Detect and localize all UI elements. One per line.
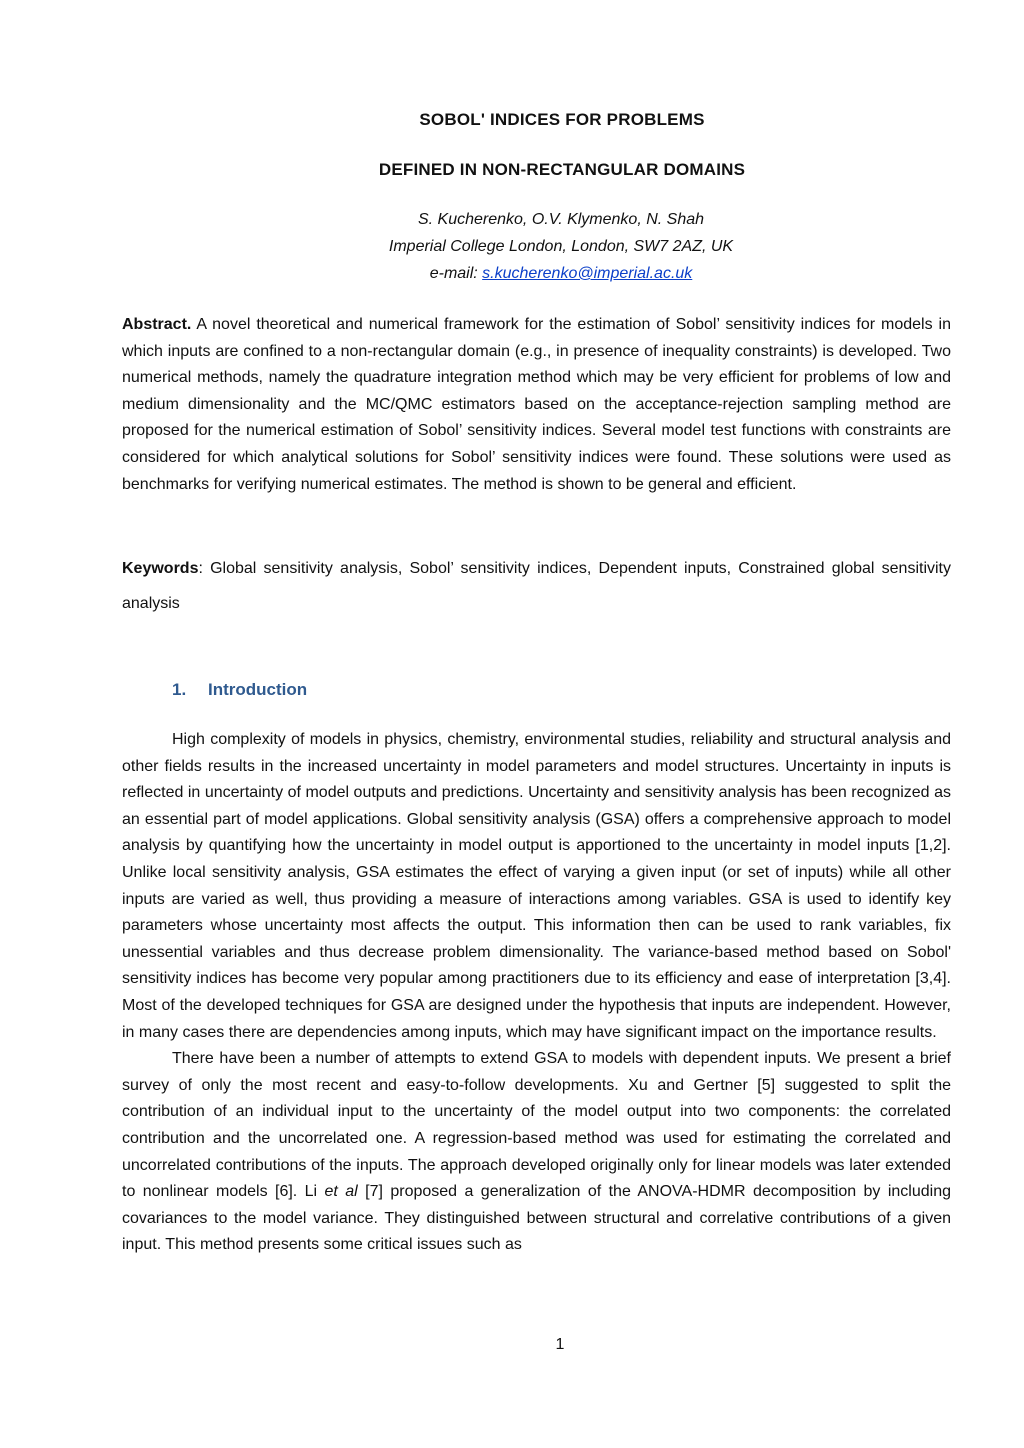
author-affiliation: Imperial College London, London, SW7 2AZ, UK — [388, 238, 734, 255]
paper-title-line-2: DEFINED IN NON-RECTANGULAR DOMAINS — [378, 160, 746, 179]
abstract-label: Abstract. — [122, 316, 192, 333]
section-title: Introduction — [208, 680, 308, 699]
introduction-paragraph-2 — [122, 1046, 951, 1259]
abstract-paragraph — [122, 312, 951, 498]
paragraph-2-text-a: There have been a number of attempts to extend GSA to models with dependent inputs. We present a brief survey of only the most recent and easy-to-follow developments. Xu and Gertner [5] suggested to split the contribution of an individual input to the uncertainty of the model output into two components: the correlated contribution and the uncorrelated one. A regression-based method was used for estimating the correlated and uncorrelated contributions of the inputs. The approach developed originally only for linear models was later extended to nonlinear models [6]. Li — [122, 1050, 951, 1201]
abstract-text: A novel theoretical and numerical framework for the estimation of Sobol’ sensitivity indices for models in which inputs are confined to a non-rectangular domain (e.g., in presence of inequality constraints) is developed. Two numerical methods, namely the quadrature integration method which may be very efficient for problems of low and medium dimensionality and the MC/QMC estimators based on the acceptance-rejection sampling method are proposed for the numerical estimation of Sobol’ sensitivity indices. Several model test functions with constraints are considered for which analytical solutions for Sobol’ sensitivity indices were found. These solutions were used as benchmarks for verifying numerical estimates. The method is shown to be general and efficient. — [122, 316, 951, 493]
paragraph-2-italic: et al — [324, 1183, 358, 1201]
email-link[interactable]: s.kucherenko@imperial.ac.uk — [482, 265, 693, 282]
section-heading-introduction — [172, 680, 307, 700]
introduction-body — [122, 727, 951, 1259]
keywords-label: Keywords — [122, 560, 199, 577]
keywords-text: : Global sensitivity analysis, Sobol’ sensitivity indices, Dependent inputs, Constrained global sensitivity analysis — [122, 560, 951, 612]
author-names: S. Kucherenko, O.V. Klymenko, N. Shah — [417, 211, 705, 228]
author-email-line — [122, 260, 1000, 287]
author-block — [122, 206, 1000, 287]
section-number: 1. — [172, 680, 187, 699]
paper-title-line-1: SOBOL' INDICES FOR PROBLEMS — [419, 110, 705, 129]
paragraph-2-text-b: [7] proposed a generalization of the ANOVA-HDMR decomposition by including covariances to the model variance. They distinguished between structural and correlative contributions of a given input. This method presents some critical issues such as — [122, 1183, 951, 1254]
page-number: 1 — [555, 1336, 565, 1353]
keywords-paragraph — [122, 551, 951, 621]
email-label: e-mail: — [429, 265, 483, 282]
introduction-paragraph-1: High complexity of models in physics, chemistry, environmental studies, reliability and structural analysis and other fields results in the increased uncertainty in model parameters and model structures. Uncertainty in inputs is reflected in uncertainty of model outputs and predictions. Uncertainty and sensitivity analysis has been recognized as an essential part of model applications. Global sensitivity analysis (GSA) offers a comprehensive approach to model analysis by quantifying how the uncertainty in model output is apportioned to the uncertainty in model inputs [1,2]. Unlike local sensitivity analysis, GSA estimates the effect of varying a given input (or set of inputs) while all other inputs are varied as well, thus providing a measure of interactions among variables. GSA is used to identify key parameters whose uncertainty most affects the output. This information then can be used to rank variables, fix unessential variables and thus decrease problem dimensionality. The variance-based method based on Sobol' sensitivity indices has become very popular among practitioners due to its efficiency and ease of interpretation [3,4]. Most of the developed techniques for GSA are designed under the hypothesis that inputs are independent. However, in many cases there are dependencies among inputs, which may have significant impact on the importance results. — [122, 731, 951, 1041]
